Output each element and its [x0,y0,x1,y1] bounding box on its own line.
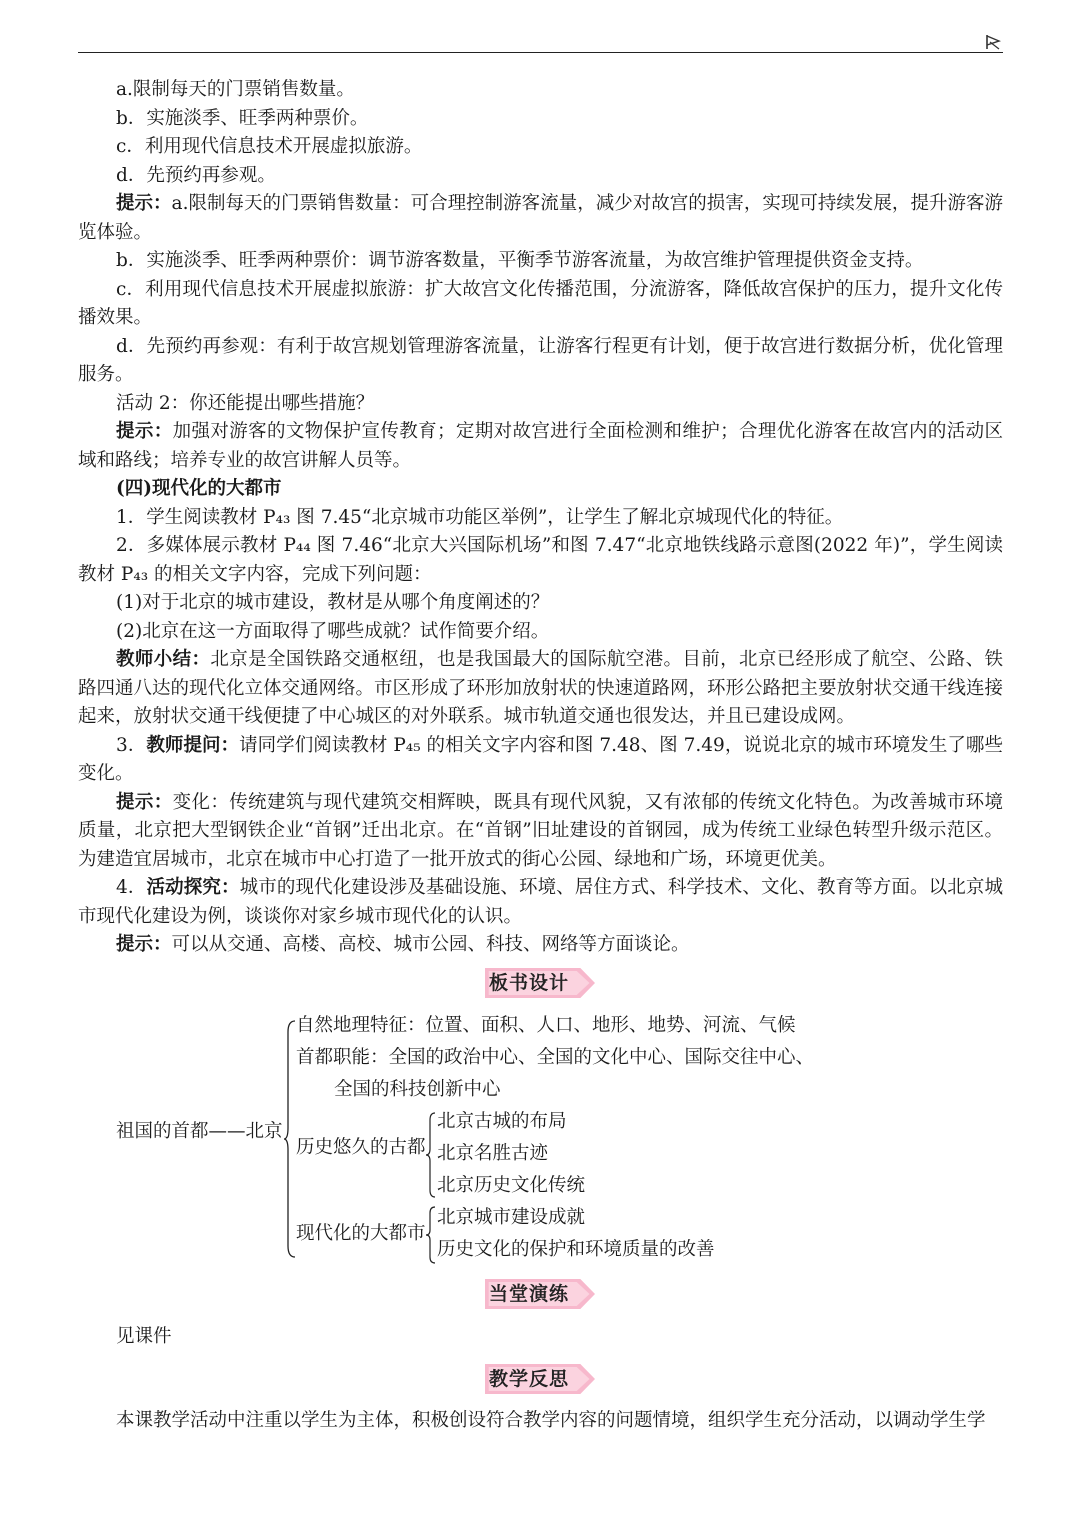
outline-nature: 自然地理特征：位置、面积、人口、地形、地势、河流、气候 [296,1015,796,1036]
practice-heading [0,1279,1080,1309]
paragraph: a.限制每天的门票销售数量。 [116,79,355,100]
paragraph: d．先预约再参观：有利于故宫规划管理游客流量，让游客行程更有计划，便于故宫进行数据分析，优化管理服务。 [78,335,1003,385]
summary-label: 教师小结： [116,649,211,670]
hint-label: 提示： [116,421,173,442]
paragraph-text: 请同学们阅读教材 P₄₅ 的相关文字内容和图 7.48、图 7.49，说说北京的城市环境发生了哪些变化。 [78,734,1003,784]
hint-label: 提示： [116,791,173,813]
outline-modern: 现代化的大都市 [296,1223,426,1244]
board-outline [0,1010,1080,1270]
item-number: 3． [116,734,147,756]
paragraph: 见课件 [116,1326,172,1347]
outline-history-item: 北京历史文化传统 [437,1175,586,1196]
banner-label: 当堂演练 [488,1283,569,1305]
paragraph-text: a.限制每天的门票销售数量：可合理控制游客流量，减少对故宫的损害，实现可持续发展，提升游客游览体验。 [78,193,1003,243]
section-heading-label: (四)现代化的大都市 [116,478,282,499]
outline-history-item: 北京古城的布局 [437,1111,567,1132]
paragraph-text: 可以从交通、高楼、高校、城市公园、科技、网络等方面谈论。 [171,934,690,955]
outline-capital-2: 全国的科技创新中心 [334,1079,501,1100]
paragraph: b．实施淡季、旺季两种票价。 [116,107,369,129]
paragraph [78,190,1003,247]
activity-label: 活动探究： [146,877,240,898]
paragraph: c．利用现代信息技术开展虚拟旅游：扩大故宫文化传播范围，分流游客，降低故宫保护的压力，提升文化传播效果。 [78,278,1003,328]
reflection-text [78,1407,1003,1435]
brace-history [426,1112,436,1198]
board-design-heading [0,968,1080,998]
hint-label: 提示： [116,193,172,214]
banner-label: 板书设计 [488,972,569,994]
item-number: 4． [116,877,147,898]
paragraph: d．先预约再参观。 [116,164,276,186]
paragraph [78,931,1003,960]
section-heading [78,475,1003,504]
paragraph: 本课教学活动中注重以学生为主体，积极创设符合教学内容的问题情境，组织学生充分活动，以调动学生学 [116,1410,986,1431]
brace-main [284,1020,296,1258]
paragraph-text: 变化：传统建筑与现代建筑交相辉映，既具有现代风貌，又有浓郁的传统文化特色。为改善城市环境质量，北京把大型钢铁企业“首钢”迁出北京。在“首钢”旧址建设的首钢园，成为传统工业绿色转型升级示范区。为建造宜居城市，北京在城市中心打造了一批开放式的街心公园、绿地和广场，环境更优美。 [78,791,1003,870]
outline-history: 历史悠久的古都 [296,1137,426,1158]
paragraph: 2．多媒体展示教材 P₄₄ 图 7.46“北京大兴国际机场”和图 7.47“北京地铁线路示意图(2022 年)”，学生阅读教材 P₄₃ 的相关文字内容，完成下列问题： [78,535,1003,585]
outline-root: 祖国的首都——北京 [116,1121,283,1142]
paragraph [78,732,1003,789]
paragraph: (1)对于北京的城市建设，教材是从哪个角度阐述的？ [116,592,550,613]
paragraph [78,646,1003,732]
paragraph [78,789,1003,875]
banner-label: 教学反思 [488,1368,569,1390]
brace-modern [426,1206,436,1264]
paragraph: (2)北京在这一方面取得了哪些成就？试作简要介绍。 [116,620,550,642]
body-text [78,76,1003,960]
paragraph [78,418,1003,475]
paragraph-text: 城市的现代化建设涉及基础设施、环境、居住方式、科学技术、文化、教育等方面。以北京城市现代化建设为例，谈谈你对家乡城市现代化的认识。 [78,877,1003,927]
paragraph-text: 加强对游客的文物保护宣传教育；定期对故宫进行全面检测和维护；合理优化游客在故宫内的活动区域和路线；培养专业的故宫讲解人员等。 [78,421,1003,471]
outline-modern-item: 北京城市建设成就 [437,1207,586,1228]
paragraph: 1．学生阅读教材 P₄₃ 图 7.45“北京城市功能区举例”，让学生了解北京城现代化的特征。 [116,506,844,528]
outline-modern-item: 历史文化的保护和环境质量的改善 [437,1239,715,1260]
paragraph: c．利用现代信息技术开展虚拟旅游。 [116,136,423,157]
paragraph: 活动 2：你还能提出哪些措施？ [116,392,375,414]
reflection-heading [0,1364,1080,1394]
paragraph: b．实施淡季、旺季两种票价：调节游客数量，平衡季节游客流量，为故宫维护管理提供资金支持。 [116,250,924,271]
outline-capital-1: 首都职能：全国的政治中心、全国的文化中心、国际交往中心、 [296,1047,815,1068]
practice-text [78,1323,1003,1351]
paragraph-text: 北京是全国铁路交通枢纽，也是我国最大的国际航空港。目前，北京已经形成了航空、公路、铁路四通八达的现代化立体交通网络。市区形成了环形加放射状的快速道路网，环形公路把主要放射状交通干线连接起来，放射状交通干线便捷了中心城区的对外联系。城市轨道交通也很发达，并且已建设成网。 [78,649,1004,727]
outline-history-item: 北京名胜古迹 [437,1143,549,1164]
flag-icon [984,34,1002,50]
question-label: 教师提问： [146,734,240,756]
paragraph [78,874,1003,931]
hint-label: 提示： [116,934,172,955]
header-rule [78,52,1003,53]
